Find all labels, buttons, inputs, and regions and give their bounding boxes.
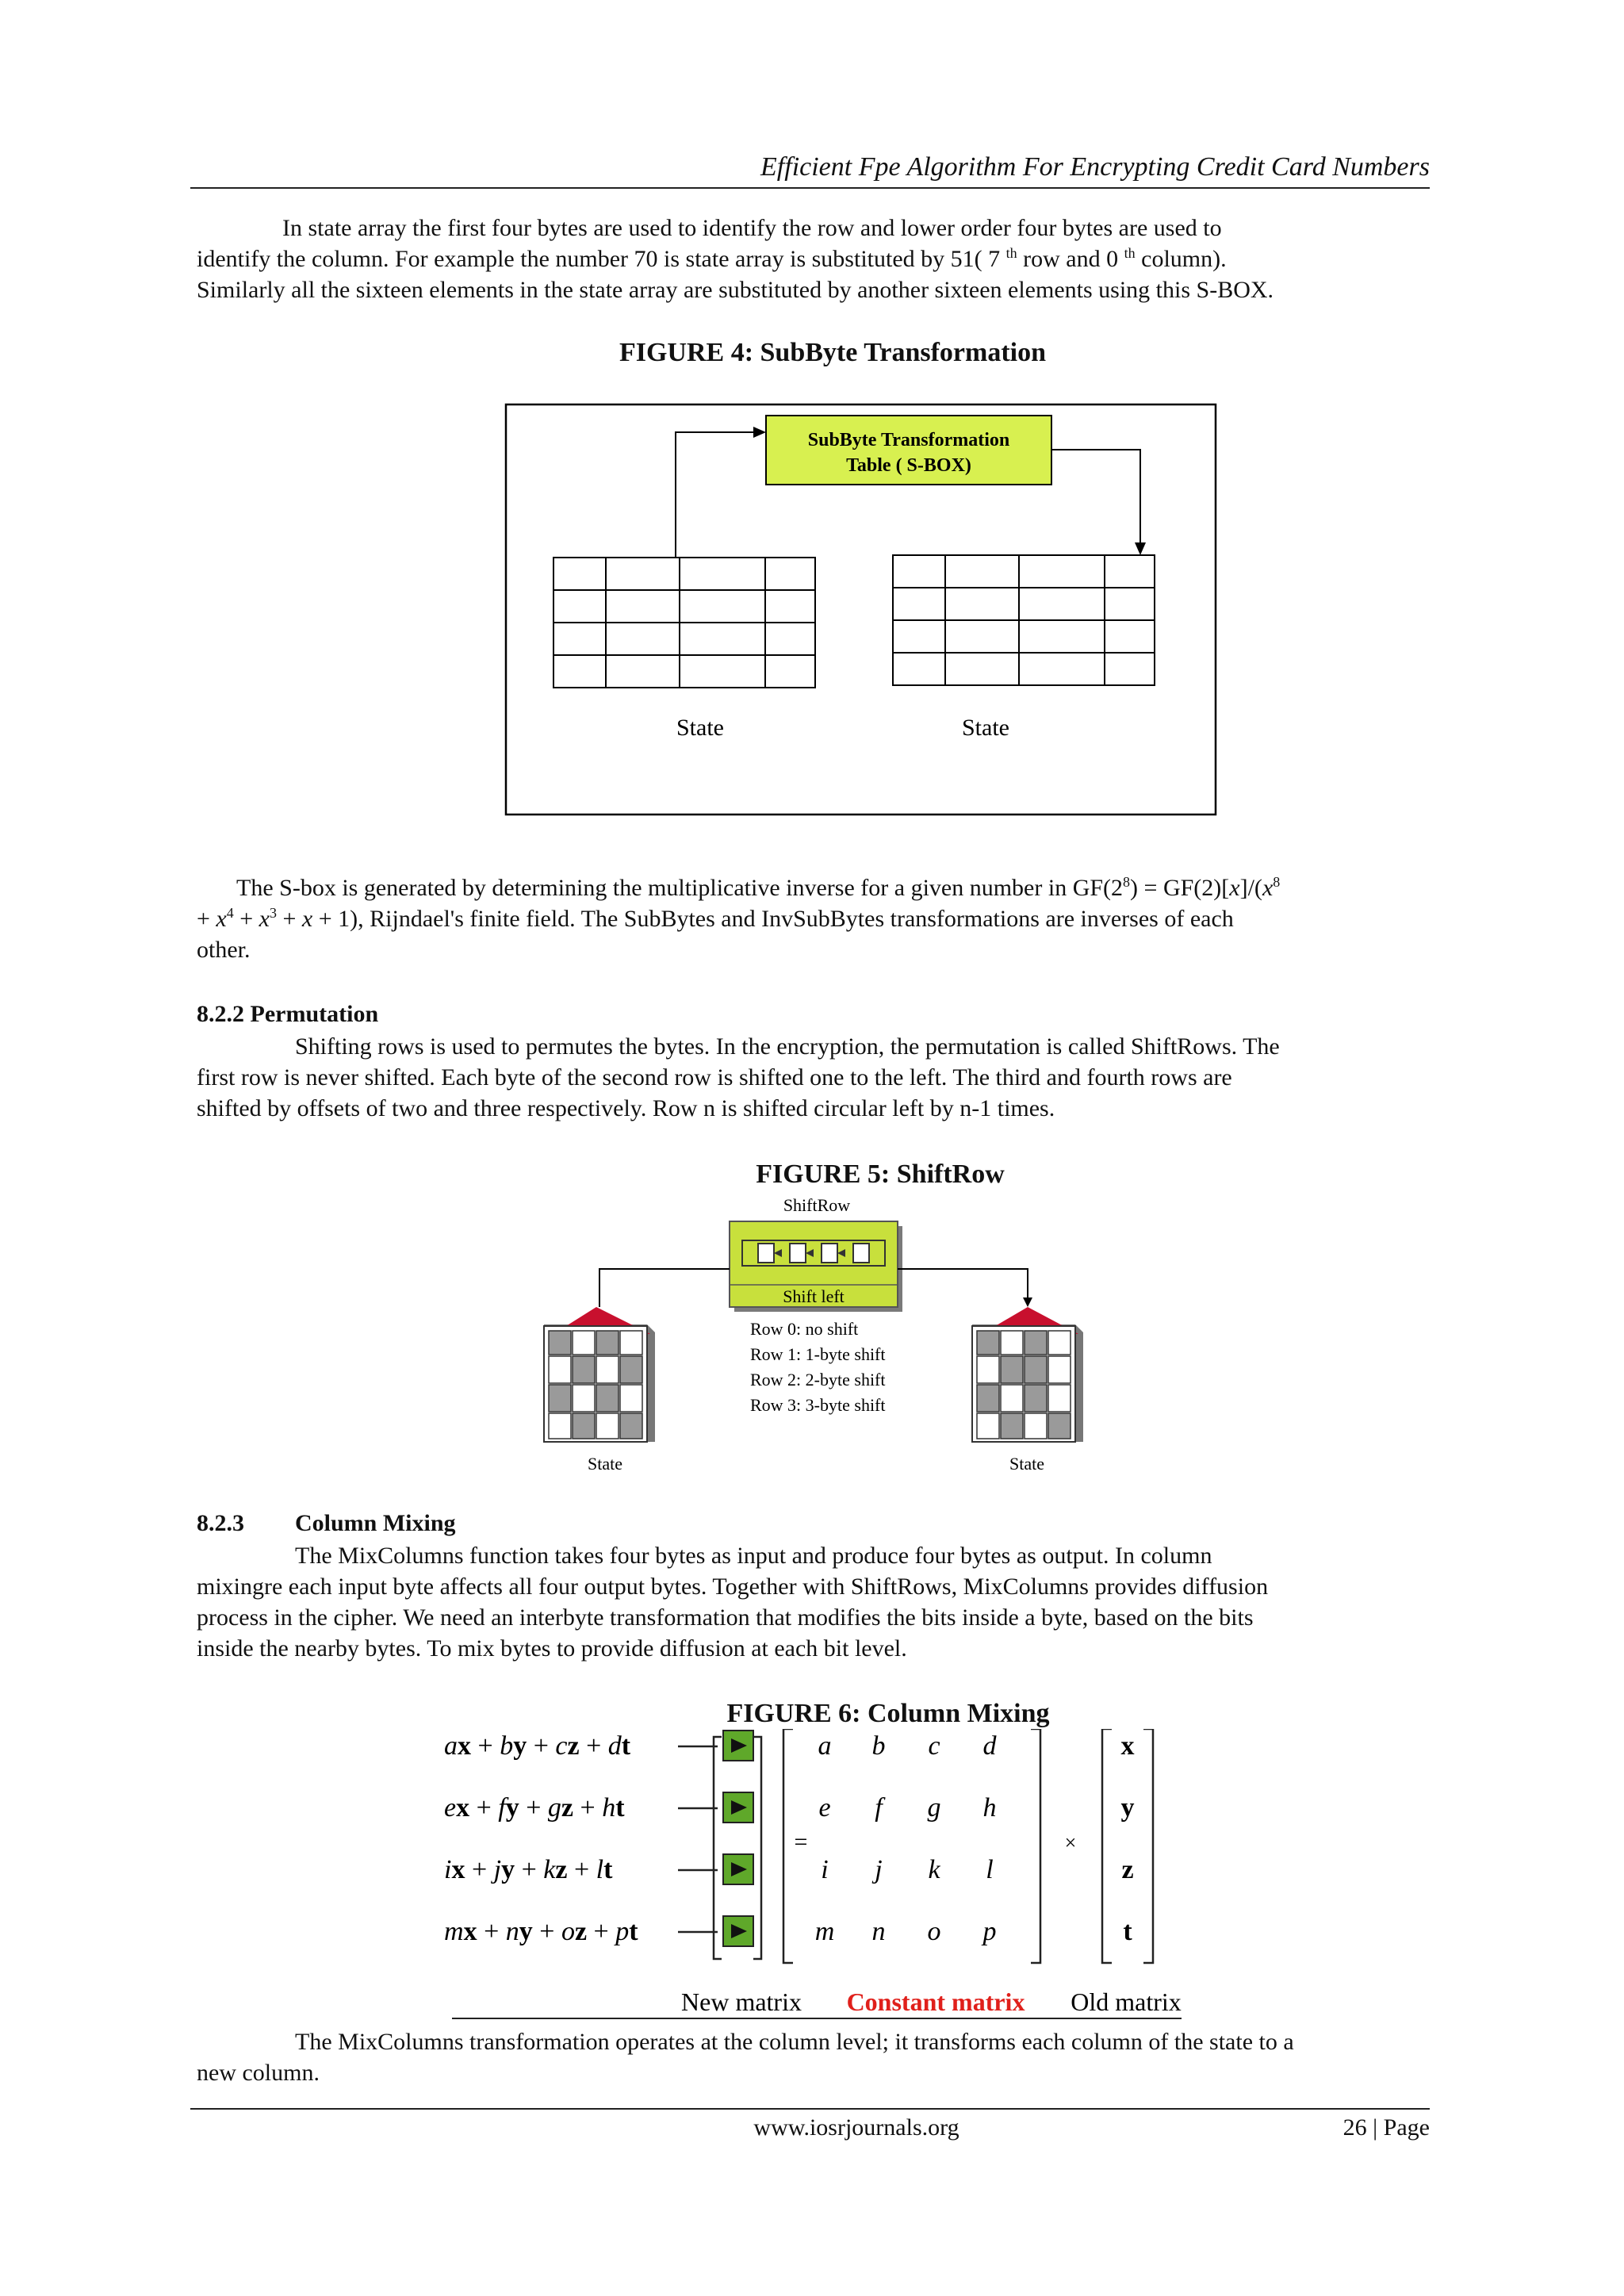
old-cell-2: z	[1121, 1855, 1134, 1884]
equation-row-1: ex + fy + gz + ht	[444, 1793, 625, 1823]
times-sign: ×	[1064, 1831, 1077, 1854]
running-header: Efficient Fpe Algorithm For Encrypting Credit Card Numbers	[190, 152, 1430, 189]
intro-sup-2: th	[1124, 245, 1136, 261]
old-matrix-cells	[1121, 1731, 1135, 1946]
figure5-state-right: State	[1009, 1454, 1044, 1474]
shift-left-label: Shift left	[783, 1286, 845, 1306]
arrow-out-shift	[898, 1269, 1028, 1301]
intro-paragraph	[197, 213, 1430, 305]
section-822-paragraph: Shifting rows is used to permutes the bytes. In the encryption, the permutation is called ShiftRows. The first row is never shifted. Each byte of the second row is shifted one to the left. The third and fourth rows are shifted by offsets of two and three respectively. Row n is shifted circular left by n-1 times.	[197, 1033, 1280, 1121]
figure4-diagram	[500, 401, 1221, 821]
arrow-into-shift	[599, 1269, 730, 1307]
state-cube-left	[544, 1307, 655, 1442]
figure6-caption: FIGURE 6: Column Mixing	[726, 1699, 1050, 1728]
intro-sup-1: th	[1005, 245, 1017, 261]
figure4-state-left: State	[676, 715, 724, 741]
label-new-matrix: New matrix	[681, 1987, 802, 2016]
intro-line-2b: row and 0	[1023, 246, 1119, 272]
sbox-paragraph: The S-box is generated by determining the multiplicative inverse for a given number in $GF(2^8) = GF(2)[x]/(x^8$ + $x^4 + x^3 + x + 1$), Rijndael's finite field. The SubBytes and InvSubBytes transformations are inverses of each other.	[197, 874, 1281, 963]
intro-line-1: In state array the first four bytes are used to identify the row and lower order four bytes are used to	[282, 215, 1222, 241]
equation-row-0: ax + by + cz + dt	[444, 1731, 631, 1761]
constant-cell-0-0: a	[818, 1731, 832, 1761]
constant-cell-1-3: h	[982, 1793, 997, 1823]
figure5-caption: FIGURE 5: ShiftRow	[756, 1159, 1005, 1189]
constant-cell-3-2: o	[927, 1917, 941, 1946]
row0-label: Row 0: no shift	[750, 1319, 859, 1339]
constant-cell-1-1: f	[875, 1793, 883, 1823]
new-matrix-squares	[723, 1731, 753, 1946]
equals-sign: =	[794, 1829, 808, 1855]
closing-paragraph: The MixColumns transformation operates at the column level; it transforms each column of the state to a new column.	[197, 2029, 1294, 2086]
equation-row-2: ix + jy + kz + lt	[444, 1855, 613, 1884]
figure5-diagram	[531, 1190, 1102, 1483]
state-cube-right	[972, 1307, 1083, 1442]
constant-cell-2-2: k	[928, 1855, 940, 1884]
section-823-number: 8.2.3	[197, 1510, 244, 1536]
constant-matrix-cells	[815, 1731, 998, 1946]
figure6-diagram	[444, 1729, 1197, 2022]
constant-cell-1-2: g	[927, 1793, 941, 1823]
equation-row-3: mx + ny + oz + pt	[444, 1917, 638, 1946]
section-823-title: Column Mixing	[295, 1510, 456, 1536]
constant-cell-0-3: d	[982, 1731, 997, 1761]
old-cell-0: x	[1120, 1731, 1135, 1761]
constant-cell-3-3: p	[982, 1917, 997, 1946]
constant-cell-2-3: l	[986, 1855, 994, 1884]
row2-label: Row 2: 2-byte shift	[750, 1370, 886, 1389]
sbox-box-line1: SubByte Transformation	[807, 430, 1010, 450]
footer-rule	[190, 2108, 1430, 2110]
label-old-matrix: Old matrix	[1071, 1987, 1182, 2016]
constant-cell-1-0: e	[818, 1793, 831, 1823]
footer-site: www.iosrjournals.org	[753, 2114, 959, 2141]
row1-label: Row 1: 1-byte shift	[750, 1344, 886, 1364]
shiftrow-top-label: ShiftRow	[783, 1195, 851, 1215]
constant-cell-2-0: i	[821, 1855, 829, 1884]
figure4-state-right: State	[962, 715, 1009, 741]
intro-line-2c: column).	[1141, 246, 1227, 272]
row3-label: Row 3: 3-byte shift	[750, 1395, 886, 1415]
section-822-heading: 8.2.2 Permutation	[197, 1001, 379, 1027]
intro-line-2a: identify the column. For example the number 70 is state array is substituted by 51( 7	[197, 246, 1001, 272]
constant-cell-0-1: b	[871, 1731, 886, 1761]
old-cell-1: y	[1120, 1793, 1135, 1823]
sbox-box-line2: Table ( S-BOX)	[846, 455, 971, 476]
figure5-state-left: State	[588, 1454, 622, 1474]
equation-rows	[444, 1731, 718, 1946]
label-constant-matrix: Constant matrix	[846, 1987, 1025, 2016]
figure4-caption: FIGURE 4: SubByte Transformation	[619, 338, 1047, 367]
intro-line-3: Similarly all the sixteen elements in the state array are substituted by another sixteen elements using this S-BOX.	[197, 277, 1274, 303]
constant-cell-0-2: c	[928, 1731, 940, 1761]
constant-cell-3-1: n	[871, 1917, 886, 1946]
old-cell-3: t	[1123, 1917, 1132, 1946]
constant-cell-3-0: m	[814, 1917, 835, 1946]
constant-cell-2-1: j	[875, 1855, 883, 1884]
footer-page-number: 26 | Page	[1342, 2114, 1430, 2141]
section-823-paragraph: The MixColumns function takes four bytes as input and produce four bytes as output. In column mixingre each input byte affects all four output bytes. Together with ShiftRows, MixColumns provides diffusion process in the cipher. We need an interbyte transformation that modifies the bits inside a byte, based on the bits inside the nearby bytes. To mix bytes to provide diffusion at each bit level.	[197, 1543, 1269, 1662]
